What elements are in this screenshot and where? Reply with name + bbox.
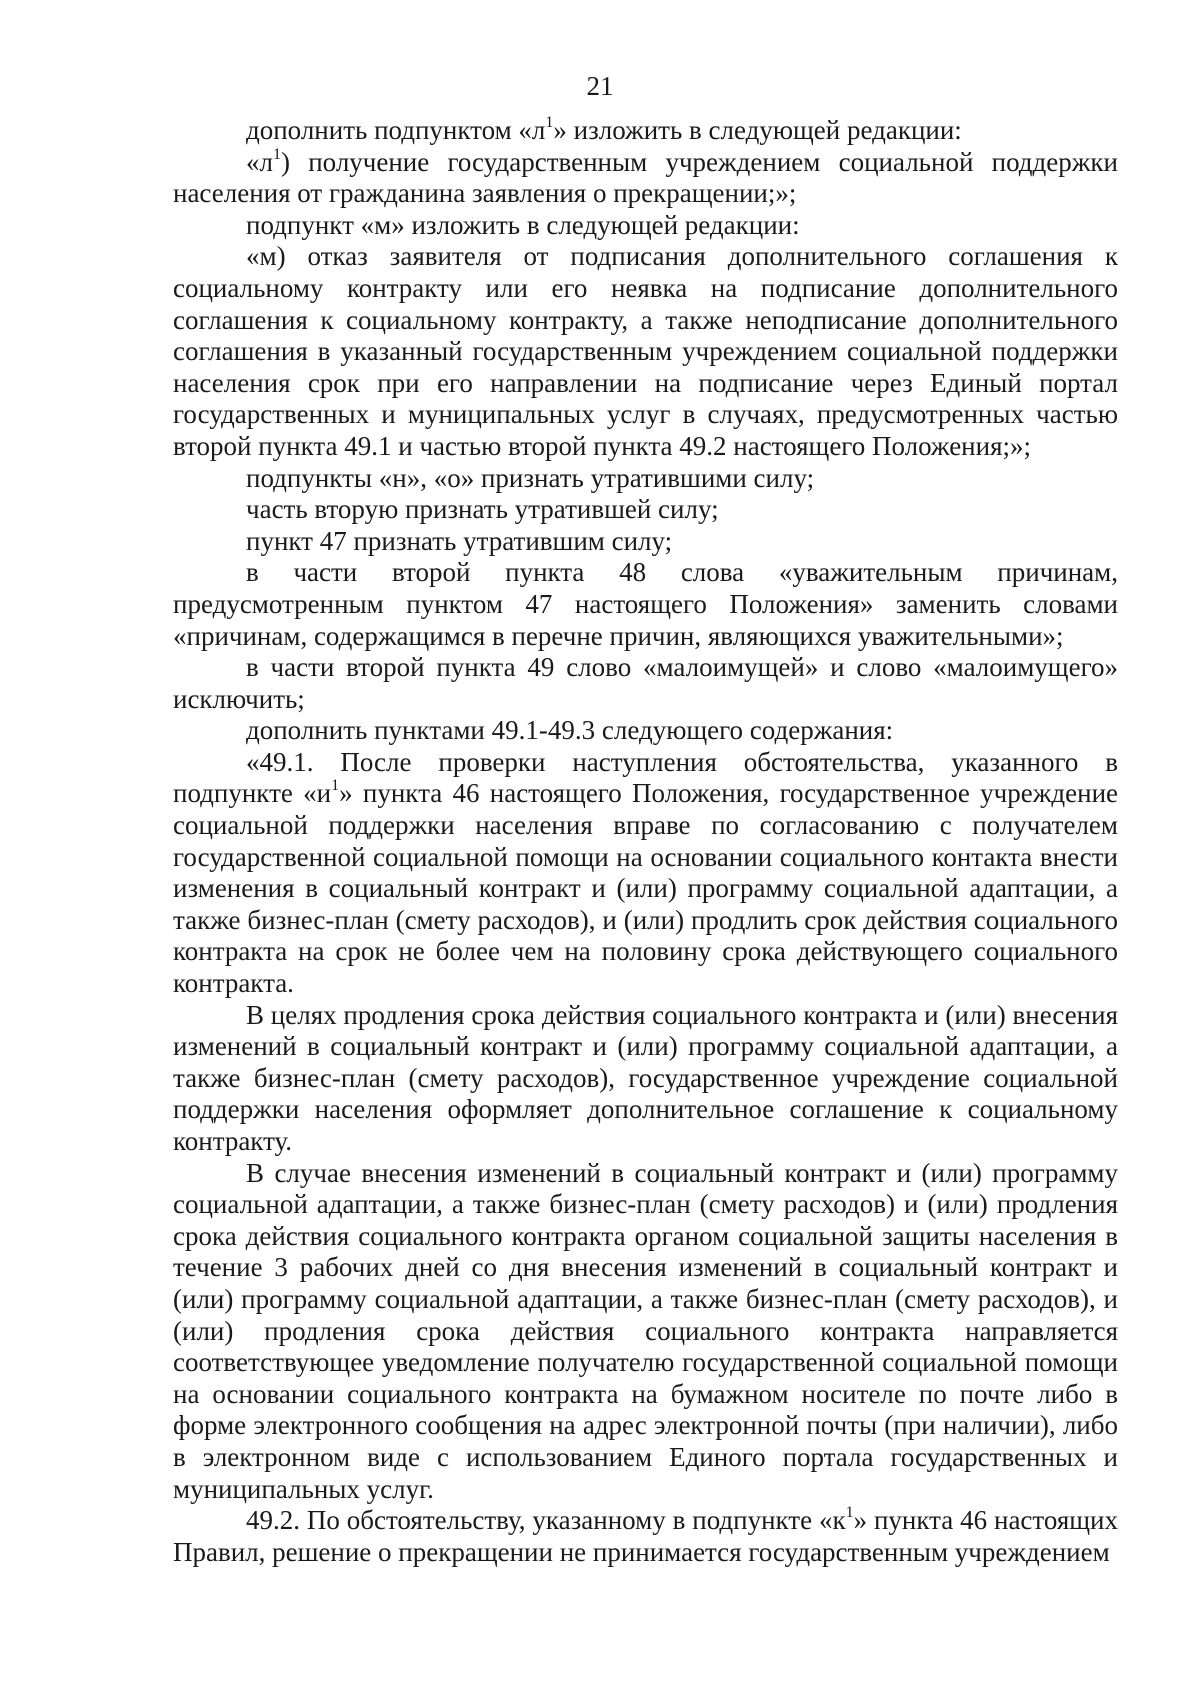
paragraph bbox=[173, 526, 1118, 558]
paragraph-text: дополнить подпунктом «л bbox=[246, 115, 546, 145]
paragraph bbox=[173, 652, 1118, 715]
paragraph bbox=[173, 1000, 1118, 1158]
paragraph bbox=[173, 241, 1118, 462]
superscript: 1 bbox=[272, 145, 281, 163]
paragraph bbox=[173, 115, 1118, 147]
paragraph-text: пункт 47 признать утратившим силу; bbox=[246, 525, 673, 556]
paragraph bbox=[173, 747, 1118, 1000]
paragraph-text: » изложить в следующей редакции: bbox=[553, 115, 962, 145]
paragraph-text: » пункта 46 настоящих Правил, решение о прекращении не принимается государственным учреждением bbox=[173, 1505, 1119, 1567]
document-body bbox=[173, 115, 1118, 1568]
paragraph-text: в части второй пункта 48 слова «уважительным причинам, предусмотренным пунктом 47 настоящего Положения» заменить словами «причинам, содержащимся в перечне причин, являющихся уважительными»; bbox=[173, 557, 1118, 651]
paragraph bbox=[173, 147, 1118, 210]
paragraph-text: в части второй пункта 49 слово «малоимущей» и слово «малоимущего» исключить; bbox=[173, 652, 1118, 714]
paragraph bbox=[173, 715, 1118, 747]
paragraph-text: В целях продления срока действия социального контракта и (или) внесения изменений в социальный контракт и (или) программу социальной адаптации, а также бизнес-план (смету расходов), государственное учреждение социальной поддержки населения оформляет дополнительное соглашение к социальному контракту. bbox=[173, 999, 1118, 1156]
paragraph bbox=[173, 494, 1118, 526]
paragraph-text: подпункт «м» изложить в следующей редакции: bbox=[246, 209, 800, 240]
paragraph bbox=[173, 463, 1118, 495]
paragraph-text: «49.1. После проверки наступления обстоятельства, указанного в подпункте «и bbox=[173, 746, 1118, 809]
paragraph bbox=[173, 557, 1118, 652]
paragraph-text: 49.2. По обстоятельству, указанному в подпункте «к bbox=[246, 1505, 846, 1536]
paragraph-text: дополнить пунктами 49.1-49.3 следующего содержания: bbox=[246, 715, 894, 746]
paragraph-text: «л bbox=[246, 146, 273, 177]
paragraph-text: часть вторую признать утратившей силу; bbox=[246, 494, 719, 525]
paragraph-text: «м) отказ заявителя от подписания дополнительного соглашения к социальному контракту или его неявка на подписание дополнительного соглашения к социальному контракту, а также неподписание дополнительного соглашения в указанный государственным учреждением социальной поддержки населения срок при его направлении на подписание через Единый портал государственных и муниципальных услуг в случаях, предусмотренных частью второй пункта 49.1 и частью второй пункта 49.2 настоящего Положения;»; bbox=[173, 241, 1118, 461]
paragraph-text: В случае внесения изменений в социальный контракт и (или) программу социальной адаптации, а также бизнес-план (смету расходов) и (или) продления срока действия социального контракта органом социальной защиты населения в течение 3 рабочих дней со дня внесения изменений в социальный контракт и (или) программу социальной адаптации, а также бизнес-план (смету расходов), и (или) продления срока действия социального контракта направляется соответствующее уведомление получателю государственной социальной помощи на основании социального контракта на бумажном носителе по почте либо в форме электронного сообщения на адрес электронной почты (при наличии), либо в электронном виде с использованием Единого портала государственных и муниципальных услуг. bbox=[173, 1157, 1118, 1504]
paragraph-text: подпункты «н», «о» признать утратившими силу; bbox=[246, 462, 815, 493]
paragraph-text: ) получение государственным учреждением социальной поддержки населения от гражданина заявления о прекращении;»; bbox=[173, 146, 1118, 209]
paragraph-text: » пункта 46 настоящего Положения, государственное учреждение социальной поддержки населения вправе по согласованию с получателем государственной социальной помощи на основании социального контакта внести изменения в социальный контракт и (или) программу социальной адаптации, а также бизнес-план (смету расходов), и (или) продлить срок действия социального контракта на срок не более чем на половину срока действующего социального контракта. bbox=[173, 778, 1118, 999]
paragraph bbox=[173, 1158, 1118, 1506]
superscript: 1 bbox=[545, 114, 554, 131]
superscript: 1 bbox=[845, 1504, 854, 1522]
paragraph bbox=[173, 1505, 1118, 1568]
superscript: 1 bbox=[331, 777, 340, 795]
page-number: 21 bbox=[586, 71, 614, 101]
paragraph bbox=[173, 210, 1118, 242]
